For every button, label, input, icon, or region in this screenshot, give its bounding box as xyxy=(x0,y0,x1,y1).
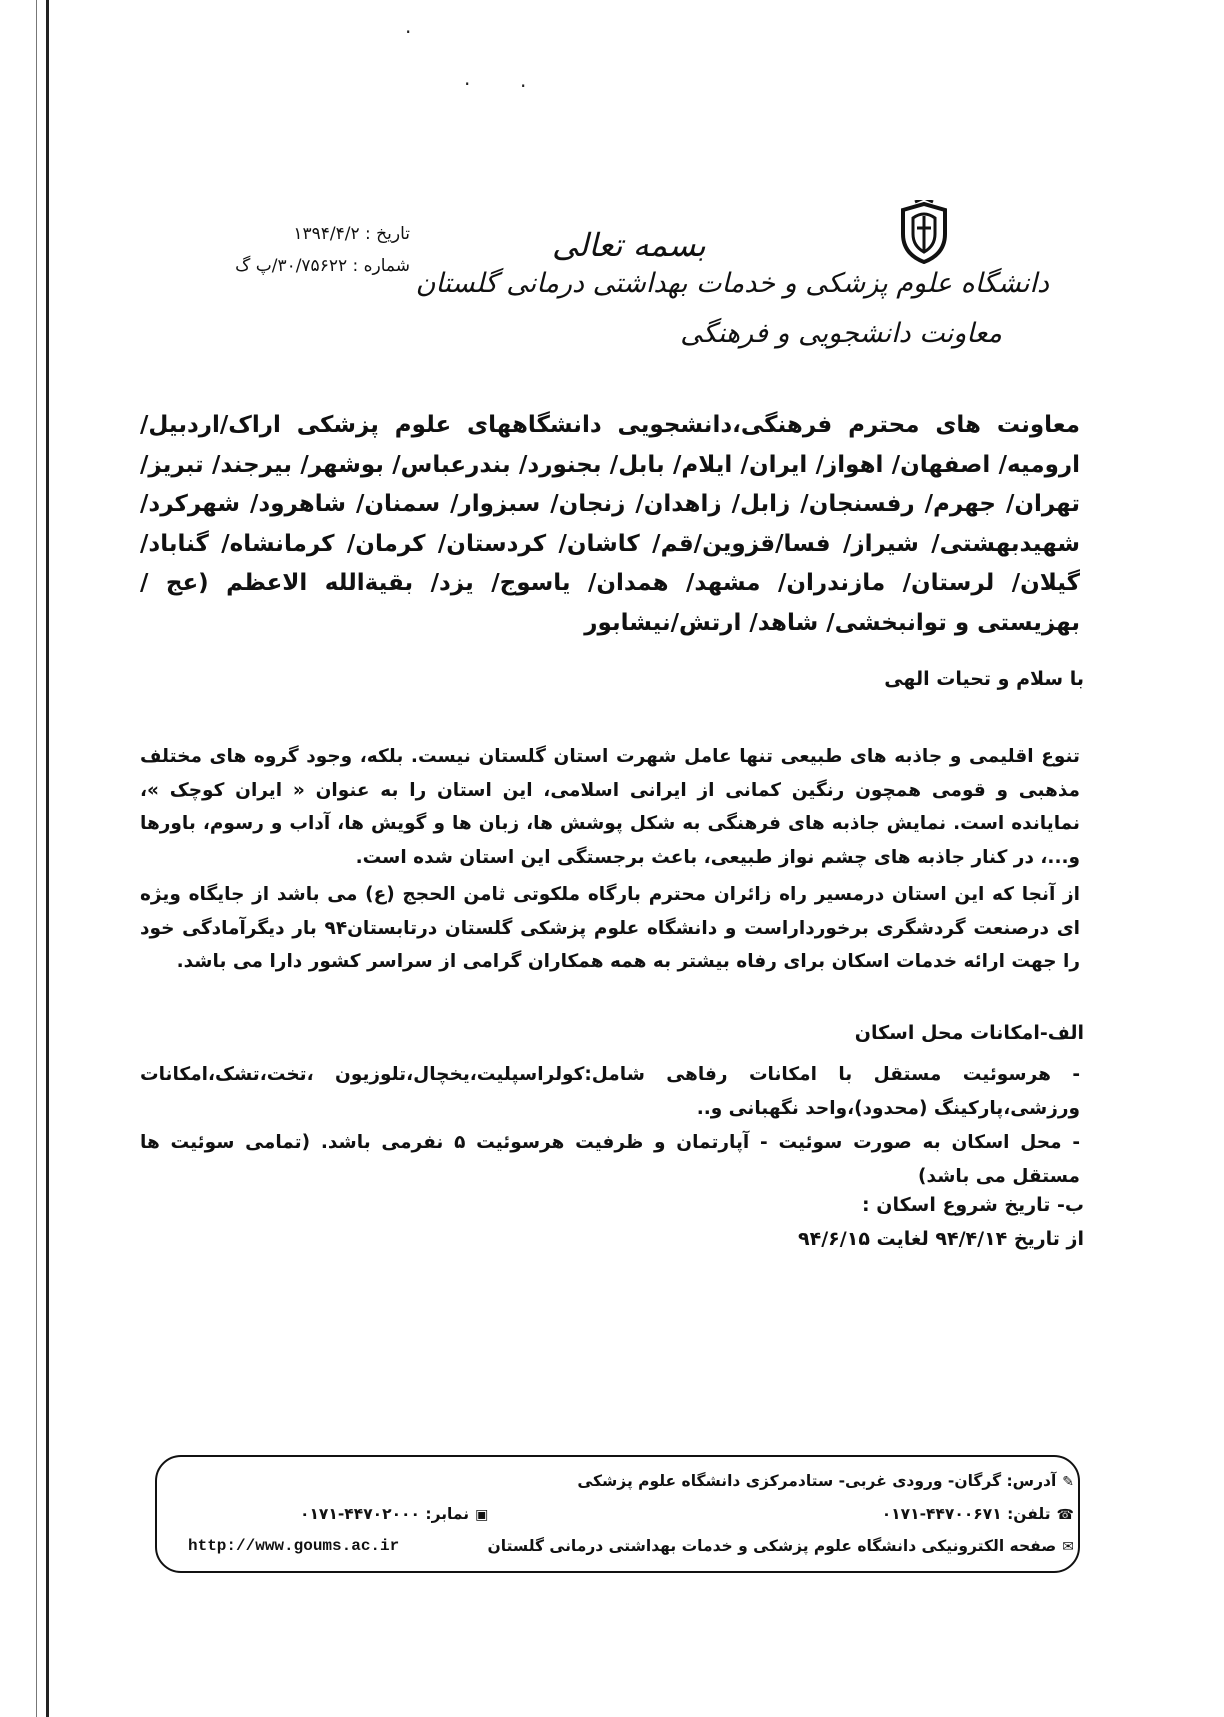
pen-icon: ✎ xyxy=(1062,1474,1074,1490)
footer-web xyxy=(488,1537,1074,1555)
facility-item: - هرسوئیت مستقل با امکانات رفاهی شامل:کولراسپلیت،یخچال،تلوزیون ،تخت،تشک،امکانات ورزشی،پارکینگ (محدود)،واحد نگهبانی و.. xyxy=(140,1064,1080,1119)
start-date-range: از تاریخ ۹۴/۴/۱۴ لغایت ۹۴/۶/۱۵ xyxy=(798,1228,1084,1250)
bismillah-heading: بسمه تعالی xyxy=(552,226,706,264)
scan-speck: · xyxy=(520,74,527,98)
scan-edge-line xyxy=(36,0,37,1717)
footer-phone-text: تلفن: ۴۴۷۰۰۶۷۱-۰۱۷۱ xyxy=(881,1505,1051,1523)
university-logo-icon xyxy=(895,200,953,264)
recipients-list: معاونت های محترم فرهنگی،دانشجویی دانشگاههای علوم پزشکی اراک/اردبیل/ ارومیه/ اصفهان/ اهواز/ ایران/ ایلام/ بابل/ بجنورد/ بندرعباس/ بوشهر/ بیرجند/ تبریز/ تهران/ جهرم/ رفسنجان/ زابل/ زاهدان/ زنجان/ سبزوار/ سمنان/ شاهرود/ شهرکرد/ شهیدبهشتی/ شیراز/ فسا/قزوین/قم/ کاشان/ کردستان/ کرمان/ کرمانشاه/ گناباد/ گیلان/ لرستان/ مازندران/ مشهد/ همدان/ یاسوج/ یزد/ بقیةالله الاعظم (عج / بهزیستی و توانبخشی/ شاهد/ ارتش/نیشابور xyxy=(140,412,1080,636)
start-date-heading: ب- تاریخ شروع اسکان : xyxy=(862,1194,1084,1216)
university-name: دانشگاه علوم پزشکی و خدمات بهداشتی درمانی گلستان xyxy=(415,268,1049,299)
body-paragraph: از آنجا که این استان درمسیر راه زائران محترم بارگاه ملکوتی ثامن الحجج (ع) می باشد از جایگاه ویژه ای درصنعت گردشگری برخورداراست و دانشگاه علوم پزشکی گلستان درتابستان۹۴ بار دیگرآمادگی خود را جهت ارائه خدمات اسکان برای رفاه بیشتر به همه همکاران گرامی از سراسر کشور دارا می باشد. xyxy=(140,884,1080,972)
scan-speck: · xyxy=(405,20,412,44)
greeting: با سلام و تحیات الهی xyxy=(884,668,1084,690)
facilities-heading: الف-امکانات محل اسکان xyxy=(854,1022,1084,1044)
scan-edge-line xyxy=(46,0,49,1717)
footer-address-text: آدرس: گرگان- ورودی غربی- ستادمرکزی دانشگاه علوم پزشکی xyxy=(577,1472,1057,1490)
footer-phone xyxy=(882,1505,1074,1523)
footer-fax xyxy=(300,1505,488,1523)
footer-url[interactable]: http://www.goums.ac.ir xyxy=(188,1537,400,1555)
footer-fax-text: نمابر: ۴۴۷۰۲۰۰۰-۰۱۷۱ xyxy=(300,1505,470,1523)
phone-icon: ☎ xyxy=(1056,1507,1074,1523)
footer-web-text: صفحه الکترونیکی دانشگاه علوم پزشکی و خدمات بهداشتی درمانی گلستان xyxy=(487,1537,1057,1555)
letter-meta xyxy=(210,218,410,282)
facility-item: - محل اسکان به صورت سوئیت - آپارتمان و ظرفیت هرسوئیت ۵ نفرمی باشد. (تمامی سوئیت ها مستقل می باشد) xyxy=(140,1132,1080,1187)
footer-address xyxy=(577,1472,1074,1490)
envelope-icon: ✉ xyxy=(1062,1539,1074,1555)
letter-date: تاریخ : ۱۳۹۴/۴/۲ xyxy=(293,224,410,244)
department-name: معاونت دانشجویی و فرهنگی xyxy=(680,318,1002,349)
fax-icon: ▣ xyxy=(475,1507,489,1523)
body-paragraph: تنوع اقلیمی و جاذبه های طبیعی تنها عامل شهرت استان گلستان نیست. بلکه، وجود گروه های مختلف مذهبی و قومی همچون رنگین کمانی از ایرانی اسلامی، این استان را به عنوان « ایران کوچک »، نمایانده است. نمایش جاذبه های فرهنگی به شکل پوشش ها، زبان ها و گویش ها، آداب و رسوم، باورها و...، در کنار جاذبه های چشم نواز طبیعی، باعث برجستگی این استان شده است. xyxy=(140,746,1080,868)
scan-speck: · xyxy=(464,72,471,96)
letter-number: شماره : ۳۰/۷۵۶۲۲/پ گ xyxy=(235,256,410,276)
